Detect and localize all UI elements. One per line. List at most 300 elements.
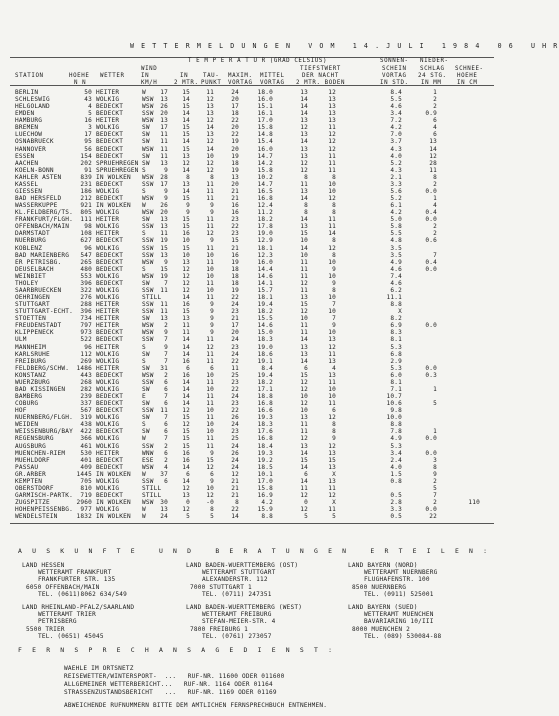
dewpoint-cell: 12 — [206, 96, 214, 104]
height-cell: 366 — [80, 435, 92, 443]
height-cell: 56 — [84, 145, 92, 153]
wind-dir-cell: W — [142, 513, 146, 521]
office-address-line: 7000 STUTTGART 1 — [190, 583, 252, 591]
sunshine-cell: 2.1 — [390, 173, 402, 181]
weather-cell: BEDECKT — [96, 393, 124, 400]
night-min-cell: 11 — [300, 329, 308, 337]
station-cell: FREIBURG — [15, 357, 46, 365]
temp-cell: 15 — [182, 244, 190, 252]
mean-cell: 18.2 — [257, 308, 273, 316]
temp-cell: 12 — [182, 159, 190, 167]
station-cell: FRANKFURT/FLGH. — [15, 216, 74, 224]
wind-dir-cell: SSW — [142, 308, 154, 316]
dewpoint-cell: 9 — [210, 301, 214, 309]
wind-speed-cell: 13 — [160, 96, 168, 104]
weather-cell: BEDECKT — [96, 491, 124, 499]
precip-cell: 0.0 — [425, 449, 437, 457]
temp-cell: 12 — [182, 286, 190, 294]
rain-group-header: NIEDER- — [420, 58, 449, 64]
office-address-line: BAVARIARING 10/III — [364, 618, 434, 626]
height-cell: 276 — [80, 294, 92, 302]
dewpoint-cell: 11 — [206, 400, 214, 408]
wind-dir-cell: S — [142, 230, 146, 238]
height-cell: 108 — [80, 230, 92, 238]
station-cell: AUGSBURG — [15, 442, 46, 450]
wind-speed-cell: 2 — [164, 371, 168, 379]
weather-cell: IN WOLKEN — [96, 202, 131, 210]
temp-cell: 14 — [182, 294, 190, 302]
dewpoint-cell: 14 — [206, 124, 214, 132]
night-min-cell: 14 — [300, 138, 308, 146]
mean-cell: 18.0 — [257, 89, 273, 96]
ground-min-cell: 12 — [328, 138, 336, 146]
dewpoint-cell: 11 — [206, 258, 214, 266]
height-cell: 401 — [80, 456, 92, 464]
mean-cell: 16.6 — [257, 407, 273, 415]
height-cell: 202 — [80, 159, 92, 167]
height-cell: 805 — [80, 209, 92, 217]
temp-cell: 0 — [186, 499, 190, 507]
mean-cell: 15.0 — [257, 329, 273, 337]
ground-min-cell: 10 — [328, 393, 336, 400]
wind-dir-cell: W — [142, 435, 146, 443]
phone-intro: WAEHLE IM ORTSNETZ — [64, 665, 134, 672]
wind-dir-cell: SW — [142, 124, 150, 132]
wind-speed-cell: 7 — [164, 279, 168, 287]
height-cell: 50 — [84, 89, 92, 96]
dewpoint-cell: 11 — [206, 294, 214, 302]
temp-cell: 9 — [186, 209, 190, 217]
wind-speed-cell: 17 — [160, 124, 168, 132]
weather-cell: BEDECKT — [96, 329, 124, 337]
station-cell: WENDELSTEIN — [15, 513, 58, 521]
height-cell: 17 — [84, 131, 92, 139]
max-header-sub: VORTAG — [228, 80, 253, 86]
temp-cell: 14 — [182, 477, 190, 485]
precip-cell: 11 — [429, 166, 437, 174]
precip-cell: 7 — [433, 251, 437, 259]
office-address-line: TEL. (0911) 525001 — [364, 590, 434, 598]
temp-cell: 16 — [182, 301, 190, 309]
night-min-cell: 14 — [300, 357, 308, 365]
ground-min-cell: 6 — [332, 407, 336, 415]
ground-min-cell: 5 — [332, 513, 336, 521]
night-min-cell: 11 — [300, 286, 308, 294]
wind-speed-cell: 6 — [164, 400, 168, 408]
max-cell: 23 — [231, 230, 239, 238]
ground-min-cell: 13 — [328, 357, 336, 365]
ground-min-cell: 13 — [328, 110, 336, 118]
weather-cell: WOLKIG — [96, 442, 120, 450]
ground-min-cell: 14 — [328, 230, 336, 238]
dewpoint-cell: 10 — [206, 272, 214, 280]
night-min-cell: 14 — [300, 336, 308, 344]
wind-speed-cell: 6 — [164, 378, 168, 386]
ground-min-cell: 10 — [328, 258, 336, 266]
wind-dir-cell: SW — [142, 414, 150, 422]
max-cell: 24 — [231, 421, 239, 429]
mean-cell: 16.9 — [257, 491, 273, 499]
ground-min-cell: 10 — [328, 385, 336, 393]
wind-dir-cell: SW — [142, 364, 150, 372]
height-cell: 461 — [80, 442, 92, 450]
mean-cell: 14.1 — [257, 279, 273, 287]
wind-speed-cell: 13 — [160, 251, 168, 259]
dewpoint-cell: 6 — [210, 470, 214, 478]
wind-dir-cell: SW — [142, 385, 150, 393]
sunshine-cell: 6.0 — [390, 371, 402, 379]
mean-cell: 19.4 — [257, 371, 273, 379]
weather-cell: WOLKIG — [96, 96, 120, 104]
sunshine-cell: 4.8 — [390, 237, 402, 245]
wind-dir-cell: STILL — [142, 491, 162, 499]
ground-min-cell: 12 — [328, 442, 336, 450]
office-address-line: FRANKFURTER STR. 135 — [38, 576, 116, 584]
station-cell: COBURG — [15, 400, 39, 408]
max-cell: 25 — [231, 435, 239, 443]
dewpoint-cell: 11 — [206, 378, 214, 386]
max-cell: 18 — [231, 272, 239, 280]
office-region: LAND BAYERN (NORD) — [348, 562, 418, 569]
ground-min-cell: 7 — [332, 301, 336, 309]
wind-speed-cell: 30 — [160, 499, 168, 507]
dewpoint-cell: 10 — [206, 407, 214, 415]
wind-speed-cell: 6 — [164, 477, 168, 485]
temp-cell: 16 — [182, 456, 190, 464]
wind-speed-cell: 13 — [160, 159, 168, 167]
wind-speed-cell: 2 — [164, 442, 168, 450]
mean-cell: 16.1 — [257, 110, 273, 118]
night-min-cell: 14 — [300, 110, 308, 118]
weather-cell: WOLKIG — [96, 435, 120, 443]
mean-header-sub: VORTAG — [260, 80, 285, 86]
wind-speed-cell: 20 — [160, 110, 168, 118]
phone-line-3: STRASSENZUSTANDSBERICHT ... RUF-NR. 1169 ODER 01169 — [64, 689, 277, 696]
wind-header-unit: KM/H — [141, 80, 158, 86]
height-cell: 5 — [88, 110, 92, 118]
mean-cell: 17.1 — [257, 385, 273, 393]
sunshine-cell: 2.9 — [390, 357, 402, 365]
sunshine-cell: 4.6 — [390, 265, 402, 273]
max-cell: 24 — [231, 456, 239, 464]
temp-cell: 12 — [182, 272, 190, 280]
dewpoint-cell: 10 — [206, 484, 214, 492]
weather-cell: WOLKIG — [96, 506, 120, 514]
station-cell: PASSAU — [15, 463, 39, 471]
mean-cell: 16.5 — [257, 187, 273, 195]
night-min-cell: 13 — [300, 350, 308, 358]
wind-speed-cell: 24 — [160, 513, 168, 521]
wind-speed-cell: 9 — [164, 187, 168, 195]
height-cell: 547 — [80, 251, 92, 259]
station-cell: KLIPPENECK — [15, 329, 54, 337]
night-min-cell: 12 — [300, 308, 308, 316]
max-cell: 18 — [231, 159, 239, 167]
max-cell: 22 — [231, 117, 239, 125]
height-cell: 530 — [80, 449, 92, 457]
height-cell: 553 — [80, 272, 92, 280]
wind-speed-cell: 6 — [164, 449, 168, 457]
weather-cell: WOLKIG — [96, 357, 120, 365]
ground-min-cell: 12 — [328, 89, 336, 96]
station-cell: KOBLENZ — [15, 244, 43, 252]
weather-cell: BEDECKT — [96, 110, 124, 118]
weather-cell: WOLKIG — [96, 385, 120, 393]
height-cell: 567 — [80, 407, 92, 415]
height-cell: 4 — [88, 103, 92, 111]
wind-dir-cell: SSW — [142, 336, 154, 344]
sunshine-cell: 5.2 — [390, 195, 402, 203]
sunshine-header-unit: IN STD. — [380, 80, 409, 86]
snow-header-unit: IN CM — [457, 80, 478, 86]
office-region: LAND RHEINLAND-PFALZ/SAARLAND — [22, 604, 135, 611]
precip-cell: 2 — [433, 230, 437, 238]
station-cell: STOETTEN — [15, 315, 46, 323]
dewpoint-cell: 12 — [206, 463, 214, 471]
sunshine-cell: 0.5 — [390, 491, 402, 499]
wind-header: WIND — [141, 66, 158, 72]
temp-cell: 15 — [182, 442, 190, 450]
sunshine-cell: 5.3 — [390, 364, 402, 372]
dewpoint-cell: 9 — [210, 202, 214, 210]
height-cell: 98 — [84, 223, 92, 231]
dewpoint-cell: 10 — [206, 371, 214, 379]
wind-speed-cell: 13 — [160, 223, 168, 231]
station-cell: HOF — [15, 407, 27, 415]
station-cell: OEHRINGEN — [15, 294, 50, 302]
max-cell: 19 — [231, 166, 239, 174]
max-cell: 21 — [231, 244, 239, 252]
night-min-cell: 15 — [300, 301, 308, 309]
wind-dir-cell: SSW — [142, 251, 154, 259]
night-min-cell: 12 — [300, 435, 308, 443]
night-min-cell: 10 — [300, 393, 308, 400]
max-cell: 20 — [231, 180, 239, 188]
mean-cell: 18.3 — [257, 421, 273, 429]
max-cell: 14 — [231, 513, 239, 521]
precip-cell: 0.0 — [425, 364, 437, 372]
wind-dir-cell: SSW — [142, 244, 154, 252]
dewpoint-cell: 11 — [206, 180, 214, 188]
ground-min-cell: 10 — [328, 294, 336, 302]
night-min-header: TIEFSTWERT — [300, 66, 341, 72]
mean-cell: 15.4 — [257, 138, 273, 146]
night-min-cell: 13 — [300, 442, 308, 450]
sunshine-cell: 4.3 — [390, 166, 402, 174]
mean-cell: 16.0 — [257, 145, 273, 153]
height-cell: 973 — [80, 329, 92, 337]
wind-dir-cell: S — [142, 421, 146, 429]
max-cell: 23 — [231, 378, 239, 386]
wind-dir-cell: SSW — [142, 378, 154, 386]
station-header: STATION — [15, 73, 44, 79]
precip-cell: 0.0 — [425, 265, 437, 273]
weather-cell: HEITER — [96, 322, 120, 330]
sunshine-cell: 4.3 — [390, 145, 402, 153]
max-cell: 24 — [231, 393, 239, 400]
height-cell: 269 — [80, 357, 92, 365]
office-address-line: PETRISBERG — [38, 618, 77, 626]
height-cell: 719 — [80, 491, 92, 499]
precip-cell: 9 — [433, 470, 437, 478]
ground-min-cell: 12 — [328, 343, 336, 351]
ground-min-cell: 11 — [328, 166, 336, 174]
height-cell: 186 — [80, 187, 92, 195]
height-cell: 839 — [80, 173, 92, 181]
weather-cell: WOLKIG — [96, 294, 120, 302]
dewpoint-cell: 12 — [206, 230, 214, 238]
night-min-cell: 12 — [300, 279, 308, 287]
wind-speed-cell: 9 — [164, 195, 168, 203]
night-min-cell: 11 — [300, 421, 308, 429]
weather-cell: BEDECKT — [96, 152, 124, 160]
night-min-cell: 11 — [300, 428, 308, 436]
wind-dir-cell: WSW — [142, 209, 154, 217]
precip-cell: 0.0 — [425, 216, 437, 224]
sunshine-cell: 10.7 — [386, 393, 402, 400]
max-cell: 26 — [231, 449, 239, 457]
height-cell: 810 — [80, 484, 92, 492]
wind-speed-cell: 6 — [164, 428, 168, 436]
max-cell: 20 — [231, 329, 239, 337]
ground-min-cell: 12 — [328, 244, 336, 252]
precip-cell: 0.0 — [425, 187, 437, 195]
ground-min-cell: 8 — [332, 173, 336, 181]
temp-cell: 15 — [182, 223, 190, 231]
weather-cell: BEDECKT — [96, 251, 124, 259]
night-min-cell: 6 — [304, 364, 308, 372]
dewpoint-cell: 11 — [206, 279, 214, 287]
height-cell: 3 — [88, 124, 92, 132]
max-cell: 16 — [231, 202, 239, 210]
night-min-cell: 13 — [300, 131, 308, 139]
height-cell: 112 — [80, 350, 92, 358]
night-min-cell: 11 — [300, 180, 308, 188]
office-address-line: TEL. (0711) 247351 — [202, 590, 272, 598]
wind-dir-cell: SSW — [142, 180, 154, 188]
dewpoint-cell: 11 — [206, 393, 214, 400]
wind-speed-cell: 2 — [164, 456, 168, 464]
max-cell: 8 — [235, 499, 239, 507]
temp-cell: 14 — [182, 138, 190, 146]
weather-cell: BEDECKT — [96, 463, 124, 471]
precip-cell: 5 — [433, 400, 437, 408]
wind-dir-cell: WSW — [142, 145, 154, 153]
sunshine-cell: 8.8 — [390, 421, 402, 429]
wind-dir-cell: SW — [142, 138, 150, 146]
sunshine-cell: 8.3 — [390, 329, 402, 337]
max-cell: 23 — [231, 216, 239, 224]
ground-min-cell: 12 — [328, 145, 336, 153]
dewpoint-cell: 12 — [206, 491, 214, 499]
night-min-cell: 5 — [304, 513, 308, 521]
snow-header: SCHNEE- — [455, 66, 484, 72]
station-cell: WEINBIET — [15, 272, 46, 280]
night-min-cell: 10 — [300, 407, 308, 415]
wind-dir-cell: S — [142, 265, 146, 273]
height-cell: 522 — [80, 336, 92, 344]
sunshine-cell: 7.8 — [390, 428, 402, 436]
weather-cell: BEDECKT — [96, 407, 124, 415]
weather-cell: HEITER — [96, 343, 120, 351]
station-cell: KONSTANZ — [15, 371, 46, 379]
max-cell: 22 — [231, 294, 239, 302]
night-min-cell: 12 — [300, 159, 308, 167]
max-cell: 12 — [231, 470, 239, 478]
mean-cell: 19.3 — [257, 414, 273, 422]
sunshine-cell: 5.5 — [390, 230, 402, 238]
wind-speed-cell: 11 — [160, 152, 168, 160]
height-cell: 921 — [80, 202, 92, 210]
max-cell: 23 — [231, 428, 239, 436]
wind-dir-cell: STILL — [142, 484, 162, 492]
weather-cell: WOLKIG — [96, 124, 120, 132]
height-header-sub: N N — [74, 80, 87, 86]
wind-dir-cell: WSW — [142, 103, 154, 111]
station-cell: AACHEN — [15, 159, 39, 167]
wind-speed-cell: 9 — [164, 258, 168, 266]
office-address-line: WETTERAMT FRANKFURT — [38, 569, 112, 577]
max-cell: 22 — [231, 357, 239, 365]
night-min-cell: 13 — [300, 414, 308, 422]
temp-cell: 14 — [182, 385, 190, 393]
night-min-cell: 8 — [304, 173, 308, 181]
ground-min-cell: 11 — [328, 152, 336, 160]
night-min-cell: 12 — [300, 378, 308, 386]
weather-cell: BEDECKT — [96, 279, 124, 287]
ground-min-cell: 12 — [328, 131, 336, 139]
weather-cell: BEDECKT — [96, 131, 124, 139]
station-cell: WASSERKUPPE — [15, 202, 58, 210]
max-cell: 21 — [231, 315, 239, 323]
sunshine-cell: 5.5 — [390, 96, 402, 104]
temp-cell: 13 — [182, 258, 190, 266]
temp-cell: 14 — [182, 336, 190, 344]
sunshine-cell: 3.7 — [390, 138, 402, 146]
wind-speed-cell: 9 — [164, 166, 168, 174]
station-cell: GR.ARBER — [15, 470, 46, 478]
ground-min-cell: 13 — [328, 449, 336, 457]
mean-cell: 15.9 — [257, 506, 273, 514]
height-cell: 322 — [80, 286, 92, 294]
sunshine-cell: 7.0 — [390, 131, 402, 139]
weather-cell: HEITER — [96, 308, 120, 316]
night-min-cell: 11 — [300, 265, 308, 273]
mean-cell: 16.8 — [257, 195, 273, 203]
wind-speed-cell: 19 — [160, 237, 168, 245]
max-cell: 20 — [231, 96, 239, 104]
weather-cell: BEDECKT — [96, 258, 124, 266]
station-cell: ZUGSPITZE — [15, 499, 50, 507]
max-cell: 22 — [231, 407, 239, 415]
night-min-cell: 12 — [300, 400, 308, 408]
dewpoint-cell: -0 — [206, 499, 214, 507]
phone-line-1: REISEWETTER/WINTERSPORT- ... RUF-NR. 11600 ODER 011600 — [64, 673, 285, 680]
wind-dir-cell: S — [142, 343, 146, 351]
sunshine-cell: 4.0 — [390, 152, 402, 160]
station-cell: STUTTGART-ECHT. — [15, 308, 74, 316]
sunshine-cell: 8.4 — [390, 89, 402, 96]
max-cell: 26 — [231, 414, 239, 422]
sunshine-cell: 8.1 — [390, 378, 402, 386]
sunshine-cell: 3.5 — [390, 251, 402, 259]
station-cell: THOLEY — [15, 279, 39, 287]
ground-min-cell: 11 — [328, 484, 336, 492]
precip-cell: 2 — [433, 180, 437, 188]
report-title: W E T T E R M E L D U N G E N V O M 1 4 . J U L I 1 9 8 4 0 6 U H R — [130, 42, 559, 50]
precip-cell: 2 — [433, 96, 437, 104]
night-min-cell: 14 — [300, 244, 308, 252]
